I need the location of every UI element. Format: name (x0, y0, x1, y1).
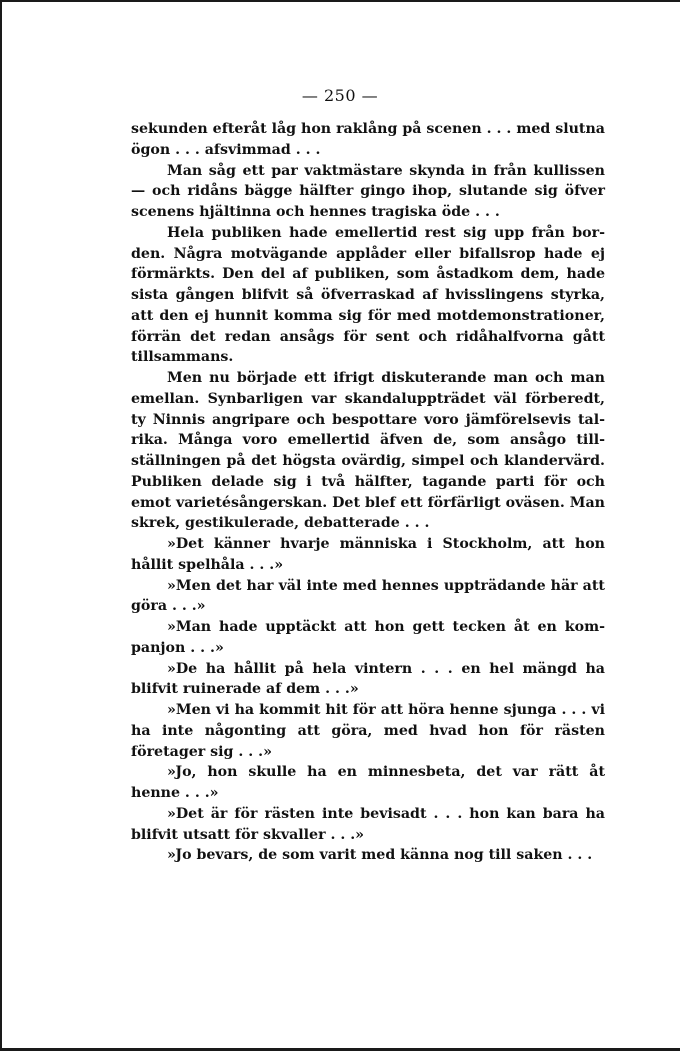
paragraph: »Jo, hon skulle ha en minnesbeta, det var rätt åt henne . . .» (131, 764, 605, 801)
paragraph: »De ha hållit på hela vintern . . . en hel mängd ha blifvit ruinerade af dem . . .» (131, 660, 605, 698)
paragraph: sekunden efteråt låg hon raklång på scenen . . . med slutna ögon . . . afsvimmad . . . (131, 121, 605, 158)
scan-border-top (0, 0, 680, 2)
paragraph: Men nu började ett ifrigt diskuterande man och man emellan. Synbarligen var skandaluppträdet väl förberedt, ty Ninnis angripare och bespottare voro jämförelsevis talrika. Många voro emellertid äfven de, som ansågo tillställningen på det högsta ovärdig, simpel och klandervärd. Publiken delade sig i två hälfter, tagande parti för och emot varietésångerskan. Det blef ett förfärligt oväsen. Man skrek, gestikulerade, debatterade . . . (131, 370, 605, 532)
paragraph: »Man hade upptäckt att hon gett tecken åt en kompanjon . . .» (131, 619, 605, 656)
scan-border-left (0, 0, 2, 1051)
paragraph: »Men det har väl inte med hennes uppträdande här att göra . . .» (131, 577, 605, 615)
body-text (131, 119, 605, 866)
paragraph: Man såg ett par vaktmästare skynda in från kullissen — och ridåns bägge hälfter gingo ihop, slutande sig öfver scenens hjältinna och hennes tragiska öde . . . (131, 162, 605, 220)
page-number: — 250 — (301, 86, 379, 105)
paragraph: »Det känner hvarje människa i Stockholm, att hon hållit spelhåla . . .» (131, 536, 605, 573)
paragraph: »Jo bevars, de som varit med känna nog till saken . . . (167, 847, 593, 864)
paragraph: »Men vi ha kommit hit för att höra henne sjunga . . . vi ha inte någonting att göra, med hvad hon för rästen företager sig . . .» (131, 702, 605, 760)
paragraph: Hela publiken hade emellertid rest sig upp från borden. Några motvägande applåder eller bifallsrop hade ej förmärkts. Den del af publiken, som åstadkom dem, hade sista gången blifvit så öfverraskad af hvisslingens styrka, att den ej hunnit komma sig för med motdemonstrationer, förrän det redan ansågs för sent och ridåhalfvorna gått tillsammans. (131, 224, 605, 366)
paragraph: »Det är för rästen inte bevisadt . . . hon kan bara ha blifvit utsatt för skvaller . . .» (131, 805, 605, 843)
